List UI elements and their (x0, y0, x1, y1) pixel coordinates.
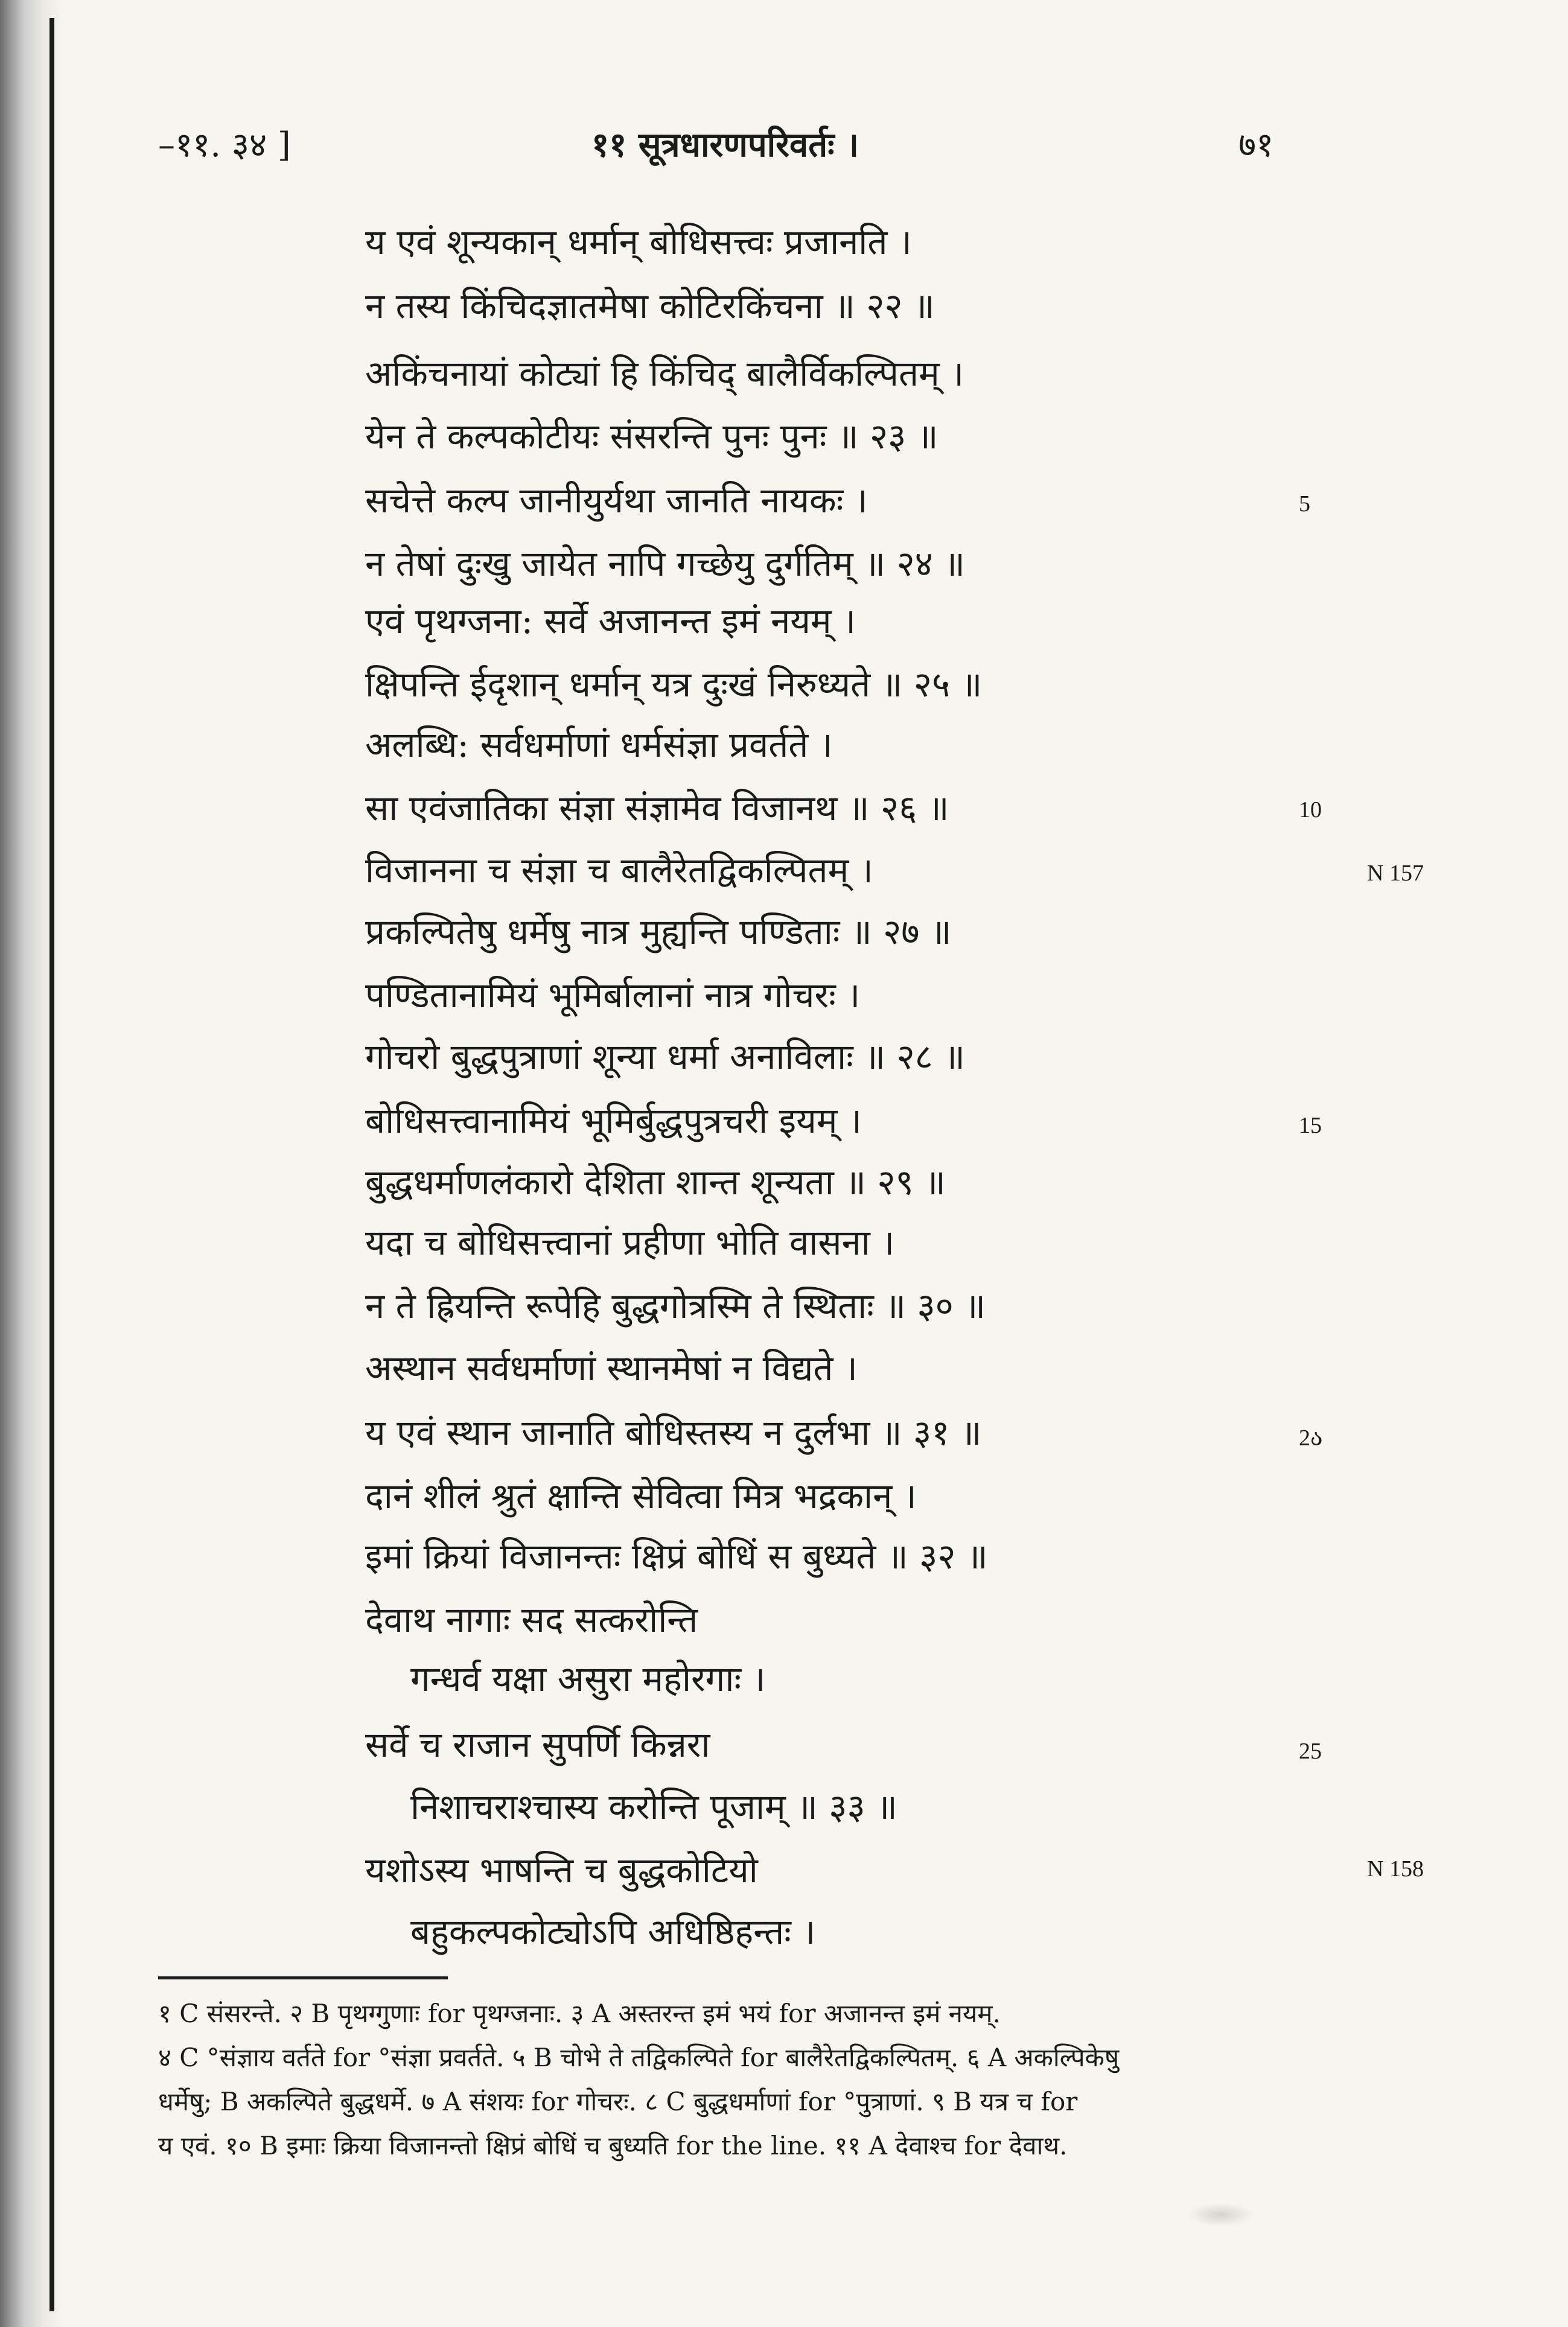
page-number: ७१ (1238, 126, 1274, 165)
verse-line: सचेत्ते कल्प जानीयुर्यथा जानति नायकः । (365, 480, 868, 521)
verse-line: य एवं स्थान जानाति बोधिस्तस्य न दुर्लभा ॥ ३१ ॥ (365, 1412, 982, 1453)
verse-line: सर्वे च राजान सुपर्णि किन्नरा (365, 1724, 710, 1765)
line-number: 5 (1299, 491, 1310, 517)
verse-line: इमां क्रियां विजानन्तः क्षिप्रं बोधिं स बुध्यते ॥ ३२ ॥ (365, 1536, 988, 1577)
verse-line: अस्थान सर्वधर्माणां स्थानमेषां न विद्यते । (365, 1348, 858, 1389)
verse-line: प्रकल्पितेषु धर्मेषु नात्र मुह्यन्ति पण्डिताः ॥ २७ ॥ (365, 911, 952, 952)
line-number: 10 (1299, 797, 1322, 823)
running-header (0, 121, 1568, 175)
verse-line: पण्डितानामियं भूमिर्बालानां नात्र गोचरः । (365, 975, 861, 1016)
verse-line: यशोऽस्य भाषन्ति च बुद्धकोटियो (365, 1850, 758, 1891)
verse-line: अकिंचनायां कोट्यां हि किंचिद् बालैर्विकल्पितम् । (365, 353, 964, 394)
verse-line: बहुकल्पकोट्योऽपि अधिष्ठिहन्तः । (410, 1911, 816, 1952)
verse-line: क्षिपन्ति ईदृशान् धर्मान् यत्र दुःखं निरुध्यते ॥ २५ ॥ (365, 664, 983, 705)
verse-line: सा एवंजातिका संज्ञा संज्ञामेव विजानथ ॥ २६ ॥ (365, 788, 949, 829)
verse-line: एवं पृथग्जना: सर्वे अजानन्त इमं नयम् । (365, 600, 856, 641)
header-verse-range: –११. ३४ ] (158, 126, 291, 165)
verse-line: न ते ह्रियन्ति रूपेहि बुद्धगोत्रस्मि ते स्थिताः ॥ ३० ॥ (365, 1285, 986, 1326)
verse-line: देवाथ नागाः सद सत्करोन्ति (365, 1599, 698, 1640)
footnote-line: धर्मेषु; B अकल्पिते बुद्धधर्मे. ७ A संशयः for गोचरः. ८ C बुद्धधर्माणां for °पुत्राणां. ९ B यत्र च for (158, 2087, 1078, 2116)
verse-line: अलब्धि: सर्वधर्माणां धर्मसंज्ञा प्रवर्तते । (365, 724, 833, 765)
binding-edge (49, 18, 54, 2311)
verse-line: विजानना च संज्ञा च बालैरेतद्विकल्पितम् । (365, 850, 873, 891)
verse-line: गन्धर्व यक्षा असुरा महोरगाः । (410, 1658, 766, 1699)
footnote-line: १ C संसरन्ते. २ B पृथग्गुणाः for पृथग्जनाः. ३ A अस्तरन्त इमं भयं for अजानन्त इमं नयम्. (158, 1999, 1001, 2028)
line-number: 2ა (1299, 1425, 1323, 1451)
footnote-rule (158, 1976, 448, 1979)
verse-line: निशाचराश्चास्य करोन्ति पूजाम् ॥ ३३ ॥ (410, 1786, 897, 1827)
verse-line: दानं शीलं श्रुतं क्षान्ति सेवित्वा मित्र भद्रकान् । (365, 1475, 917, 1517)
footnote-line: ४ C °संज्ञाय वर्तते for °संज्ञा प्रवर्तते. ५ B चोभे ते तद्विकल्पिते for बालैरेतद्विकल्पितम्. ६ A अकल्पिकेषु (158, 2043, 1120, 2072)
verse-line: य एवं शून्यकान् धर्मान् बोधिसत्त्वः प्रजानति । (365, 221, 912, 263)
manuscript-page-ref: N 158 (1367, 1856, 1424, 1882)
verse-line: न तेषां दुःखु जायेत नापि गच्छेयु दुर्गतिम् ॥ २४ ॥ (365, 543, 965, 584)
verse-line: बोधिसत्त्वानामियं भूमिर्बुद्धपुत्रचरी इयम् । (365, 1100, 862, 1141)
footnotes (158, 1991, 1293, 2168)
verse-line: गोचरो बुद्धपुत्राणां शून्या धर्मा अनाविलाः ॥ २८ ॥ (365, 1036, 965, 1077)
verse-line: यदा च बोधिसत्त्वानां प्रहीणा भोति वासना । (365, 1222, 895, 1263)
scan-smudge (1188, 2203, 1254, 2227)
line-number: 15 (1299, 1113, 1322, 1138)
footnote-line: य एवं. १० B इमाः क्रिया विजानन्तो क्षिप्रं बोधिं च बुध्यति for the line. ११ A देवाश्च for देवाथ. (158, 2131, 1068, 2160)
verse-line: न तस्य किंचिदज्ञातमेषा कोटिरकिंचना ॥ २२ ॥ (365, 285, 935, 326)
verse-line: येन ते कल्पकोटीयः संसरन्ति पुनः पुनः ॥ २३ ॥ (365, 416, 939, 457)
verse-line: बुद्धधर्माणलंकारो देशिता शान्त शून्यता ॥ २९ ॥ (365, 1162, 946, 1203)
manuscript-page-ref: N 157 (1367, 861, 1424, 886)
chapter-title: ११ सूत्रधारणपरिवर्तः । (591, 125, 859, 165)
line-number: 25 (1299, 1739, 1322, 1764)
